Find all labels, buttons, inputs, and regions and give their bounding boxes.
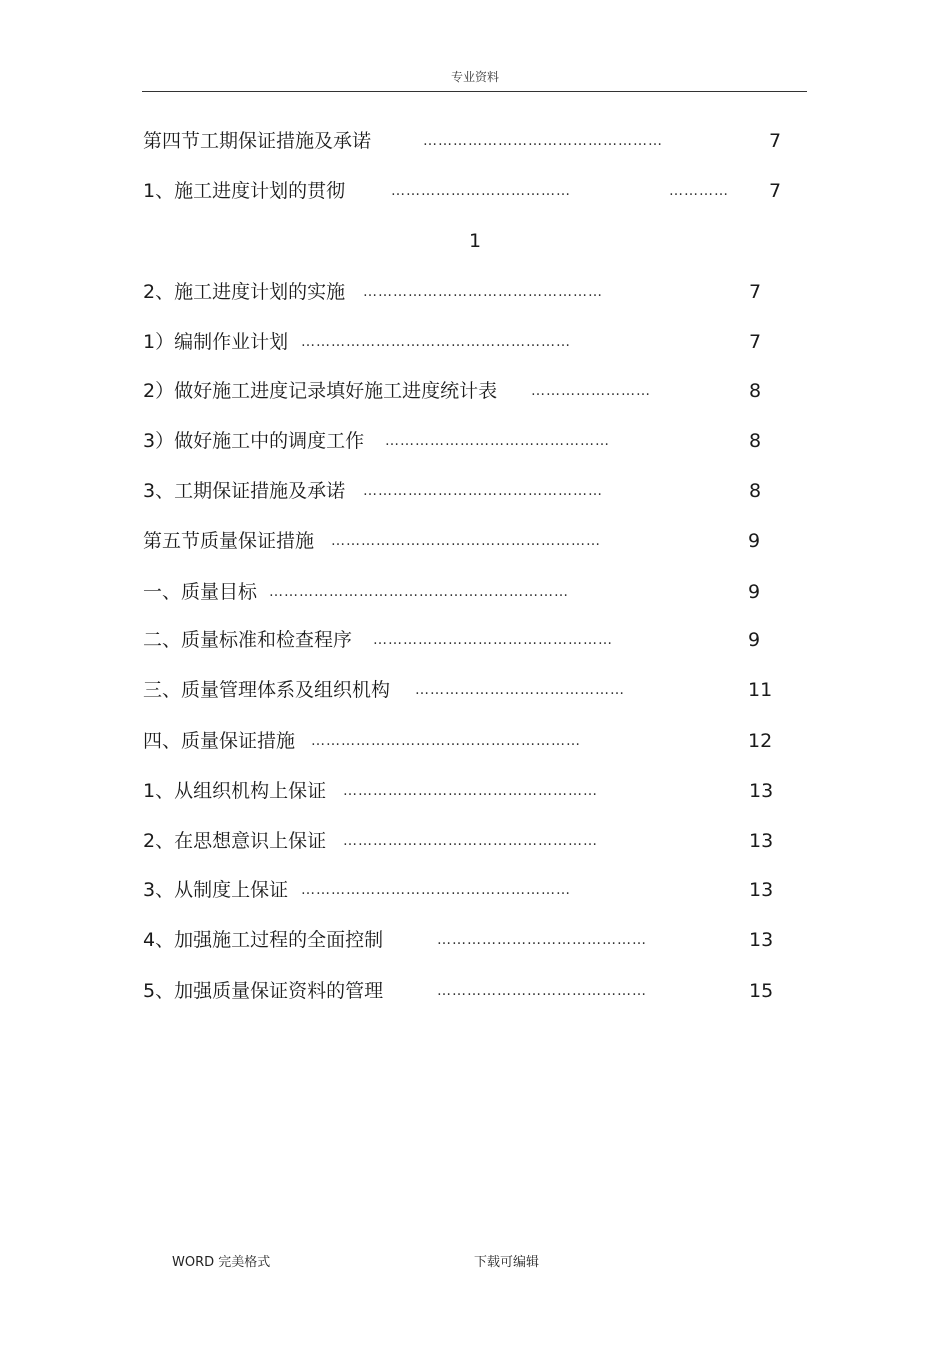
toc-page: 13: [749, 830, 774, 852]
toc-title: 4、加强施工过程的全面控制: [143, 929, 384, 951]
toc-leader: ………………………………………………: [311, 733, 581, 749]
toc-page: 11: [748, 679, 773, 701]
toc-leader: ……………………: [531, 383, 651, 399]
toc-page: 12: [748, 730, 773, 752]
toc-entry[interactable]: [143, 278, 783, 306]
toc-title: 三、质量管理体系及组织机构: [143, 679, 391, 701]
toc-title: 2、在思想意识上保证: [143, 830, 327, 852]
toc-title: 1、施工进度计划的贯彻: [143, 180, 346, 202]
toc-leader: …………………………………………: [363, 483, 603, 499]
toc-title: 3、工期保证措施及承诺: [143, 480, 346, 502]
toc-leader: ……………………………………………………: [269, 584, 569, 600]
toc-page: 9: [748, 581, 761, 603]
toc-title: 第四节工期保证措施及承诺: [143, 130, 372, 152]
toc-entry[interactable]: [143, 876, 783, 904]
toc-entry[interactable]: [143, 676, 783, 704]
toc-entry[interactable]: [143, 727, 783, 755]
toc-title: 二、质量标准和检查程序: [143, 629, 353, 651]
toc-leader: …………………………………………: [373, 632, 613, 648]
toc-leader: …………………………………………: [423, 133, 663, 149]
toc-entry[interactable]: [143, 328, 783, 356]
toc-title: 3）做好施工中的调度工作: [143, 430, 365, 452]
toc-entry[interactable]: [143, 377, 783, 405]
toc-entry[interactable]: [143, 177, 783, 205]
toc-entry[interactable]: [143, 977, 783, 1005]
toc-entry[interactable]: [143, 827, 783, 855]
footer-right-text: 下载可编辑: [474, 1255, 540, 1270]
toc-entry[interactable]: [143, 527, 783, 555]
toc-page: 8: [749, 430, 762, 452]
toc-page: 13: [749, 780, 774, 802]
toc-page: 15: [749, 980, 774, 1002]
toc-leader: ………………………………………………: [301, 882, 571, 898]
page-header: 专业资料: [450, 70, 499, 84]
toc-page: 8: [749, 380, 762, 402]
toc-leader: ……………………………………: [437, 932, 647, 948]
toc-title: 1）编制作业计划: [143, 331, 289, 353]
toc-page: 7: [749, 331, 762, 353]
toc-leader: ……………………………………: [415, 682, 625, 698]
toc-entry[interactable]: [143, 578, 783, 606]
toc-entry[interactable]: [143, 926, 783, 954]
toc-title: 2、施工进度计划的实施: [143, 281, 346, 303]
toc-leader: …………: [669, 183, 729, 199]
toc-page: 7: [769, 130, 782, 152]
toc-page: 9: [748, 530, 761, 552]
toc-leader: ……………………………………………: [343, 833, 598, 849]
toc-leader: ……………………………………: [437, 983, 647, 999]
toc-title: 第五节质量保证措施: [143, 530, 315, 552]
toc-leader: …………………………………………: [363, 284, 603, 300]
toc-title: 5、加强质量保证资料的管理: [143, 980, 384, 1002]
toc-entry[interactable]: [143, 626, 783, 654]
toc-title: 一、质量目标: [143, 581, 258, 603]
toc-leader: ………………………………………: [385, 433, 610, 449]
page-number: 1: [468, 230, 482, 252]
toc-leader: ………………………………………………: [301, 334, 571, 350]
toc-title: 1、从组织机构上保证: [143, 780, 327, 802]
toc-leader: ………………………………………………: [331, 533, 601, 549]
toc-page: 7: [769, 180, 782, 202]
toc-leader: ……………………………………………: [343, 783, 598, 799]
toc-entry[interactable]: [143, 427, 783, 455]
toc-page: 8: [749, 480, 762, 502]
toc-entry[interactable]: [143, 127, 783, 155]
footer-left-text: WORD 完美格式: [172, 1255, 271, 1270]
toc-entry[interactable]: [143, 777, 783, 805]
toc-page: 7: [749, 281, 762, 303]
toc-entry[interactable]: [143, 477, 783, 505]
toc-title: 2）做好施工进度记录填好施工进度统计表: [143, 380, 498, 402]
toc-leader: ………………………………: [391, 183, 571, 199]
toc-title: 3、从制度上保证: [143, 879, 289, 901]
toc-page: 9: [748, 629, 761, 651]
toc-page: 13: [749, 929, 774, 951]
toc-title: 四、质量保证措施: [143, 730, 296, 752]
toc-page: 13: [749, 879, 774, 901]
